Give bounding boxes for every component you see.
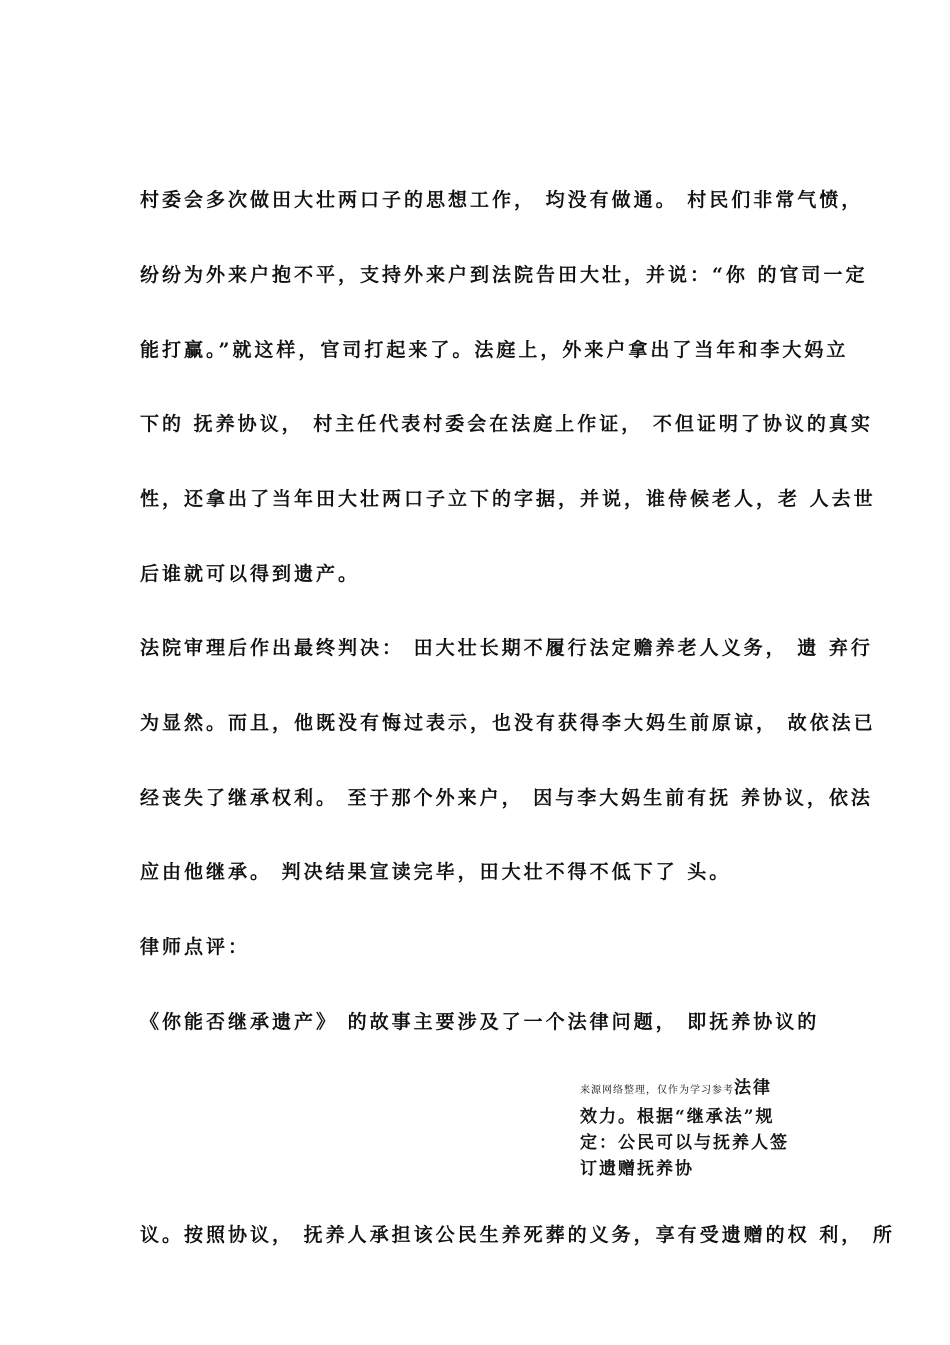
text-line-3: 能打赢。”就这样，官司打起来了。法庭上，外来户拿出了当年和李大妈立 bbox=[140, 339, 849, 361]
text-line-8: 为显然。而且，他既没有悔过表示，也没有获得李大妈生前原谅， 故依法已 bbox=[140, 712, 876, 734]
footnote-line-1-end: 法律 bbox=[734, 1078, 772, 1098]
footnote-line-2: 效力。根据“继承法”规 bbox=[580, 1107, 775, 1127]
text-line-1: 村委会多次做田大壮两口子的思想工作， 均没有做通。 村民们非常气愤， bbox=[140, 189, 864, 211]
text-line-last: 议。按照协议， 抚养人承担该公民生养死葬的义务，享有受遗赠的权 利， 所 bbox=[140, 1224, 895, 1246]
text-line-7: 法院审理后作出最终判决： 田大壮长期不履行法定赡养老人义务， 遗 弃行 bbox=[140, 637, 873, 659]
text-line-5: 性，还拿出了当年田大壮两口子立下的字据，并说，谁侍候老人，老 人去世 bbox=[140, 488, 876, 510]
source-footnote-block bbox=[580, 1075, 810, 1182]
footnote-line-3: 定：公民可以与抚养人签 bbox=[580, 1133, 789, 1153]
lawyer-comment-heading: 律师点评： bbox=[140, 936, 251, 958]
text-line-9: 经丧失了继承权利。 至于那个外来户， 因与李大妈生前有抚 养协议，依法 bbox=[140, 787, 873, 809]
footnote-line-4: 订遗赠抚养协 bbox=[580, 1159, 694, 1179]
text-line-4: 下的 抚养协议， 村主任代表村委会在法庭上作证， 不但证明了协议的真实 bbox=[140, 413, 873, 435]
text-line-2: 纷纷为外来户抱不平，支持外来户到法院告田大壮，并说：“你 的官司一定 bbox=[140, 264, 868, 286]
text-line-6: 后谁就可以得到遗产。 bbox=[140, 563, 361, 585]
source-note: 来源网络整理，仅作为学习参考 bbox=[580, 1085, 734, 1096]
text-line-12: 《你能否继承遗产》 的故事主要涉及了一个法律问题， 即抚养协议的 bbox=[140, 1011, 820, 1033]
text-line-10: 应由他继承。 判决结果宣读完毕，田大壮不得不低下了 头。 bbox=[140, 861, 732, 883]
